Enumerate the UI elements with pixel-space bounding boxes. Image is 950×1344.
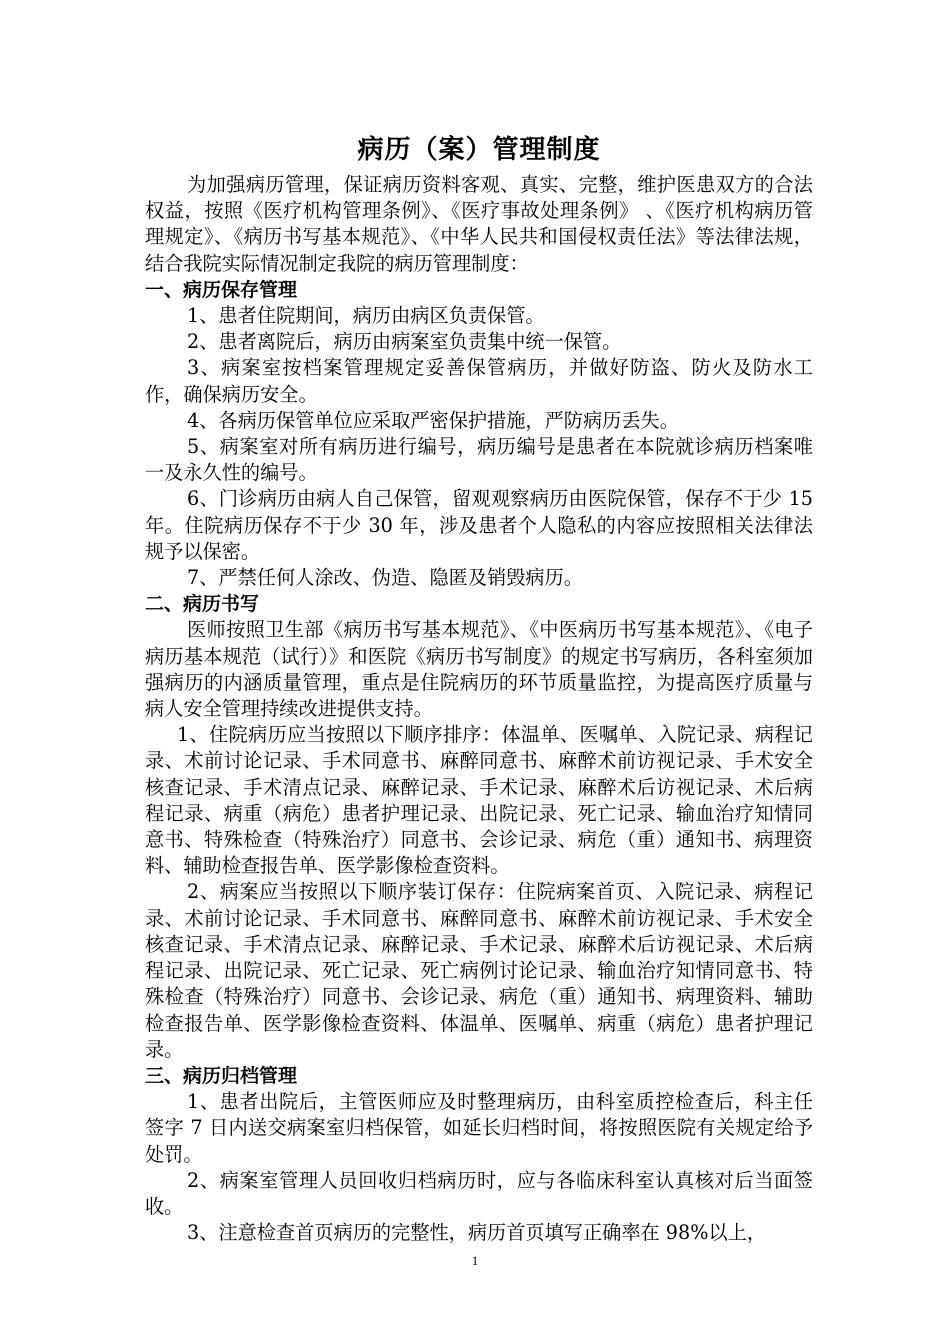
intro-paragraph: 为加强病历管理，保证病历资料客观、真实、完整，维护医患双方的合法权益，按照《医疗机构管理条例》、《医疗事故处理条例》 、《医疗机构病历管理规定》、《病历书写基本规范》、《中华人民共和国侵权责任法》等法律法规，结合我院实际情况制定我院的病历管理制度： (145, 173, 813, 275)
list-item: 5、病案室对所有病历进行编号，病历编号是患者在本院就诊病历档案唯一及永久性的编号。 (145, 435, 813, 485)
list-item: 1、患者住院期间，病历由病区负责保管。 (187, 304, 545, 328)
list-item: 3、注意检查首页病历的完整性，病历首页填写正确率在 98%以上， (187, 1221, 767, 1245)
list-item: 2、病案室管理人员回收归档病历时，应与各临床科室认真核对后当面签收。 (145, 1168, 813, 1218)
list-item: 2、患者离院后，病历由病案室负责集中统一保管。 (187, 330, 622, 354)
list-item: 3、病案室按档案管理规定妥善保管病历，并做好防盗、防火及防水工作，确保病历安全。 (145, 356, 813, 406)
list-item: 2、病案应当按照以下顺序装订保存：住院病案首页、入院记录、病程记录、术前讨论记录、手术同意书、麻醉同意书、麻醉术前访视记录、手术安全核查记录、手术清点记录、麻醉记录、手术记录、麻醉术后访视记录、术后病程记录、出院记录、死亡记录、死亡病例讨论记录、输血治疗知情同意书、特殊检查（特殊治疗）同意书、会诊记录、病危（重）通知书、病理资料、辅助检查报告单、医学影像检查资料、体温单、医嘱单、病重（病危）患者护理记录。 (145, 880, 813, 1061)
list-item: 7、严禁任何人涂改、伪造、隐匿及销毁病历。 (187, 566, 583, 590)
section-heading-archiving: 三、病历归档管理 (145, 1064, 298, 1087)
list-item: 6、门诊病历由病人自己保管，留观观察病历由医院保管，保存不于少 15 年。住院病历保存不于少 30 年，涉及患者个人隐私的内容应按照相关法律法规予以保密。 (145, 487, 813, 563)
list-item: 1、患者出院后，主管医师应及时整理病历，由科室质控检查后，科主任签字 7 日内送交病案室归档保管，如延长归档时间，将按照医院有关规定给予处罚。 (145, 1090, 813, 1166)
list-item: 4、各病历保管单位应采取严密保护措施，严防病历丢失。 (187, 408, 679, 432)
section-heading-writing: 二、病历书写 (145, 593, 260, 616)
document-page (145, 130, 813, 1246)
section-intro-paragraph: 医师按照卫生部《病历书写基本规范》、《中医病历书写基本规范》、《电子病历基本规范（试行）》和医院《病历书写制度》的规定书写病历，各科室须加强病历的内涵质量管理，重点是住院病历的环节质量监控，为提高医疗质量与病人安全管理持续改进提供支持。 (145, 618, 813, 721)
page-number: 1 (471, 1253, 479, 1268)
document-title: 病历（案）管理制度 (357, 135, 601, 165)
section-heading-storage: 一、病历保存管理 (145, 278, 298, 301)
list-item: 1、住院病历应当按照以下顺序排序：体温单、医嘱单、入院记录、病程记录、术前讨论记录、手术同意书、麻醉同意书、麻醉术前访视记录、手术安全核查记录、手术清点记录、麻醉记录、手术记录、麻醉术后访视记录、术后病程记录、病重（病危）患者护理记录、出院记录、死亡记录、输血治疗知情同意书、特殊检查（特殊治疗）同意书、会诊记录、病危（重）通知书、病理资料、辅助检查报告单、医学影像检查资料。 (145, 723, 813, 878)
